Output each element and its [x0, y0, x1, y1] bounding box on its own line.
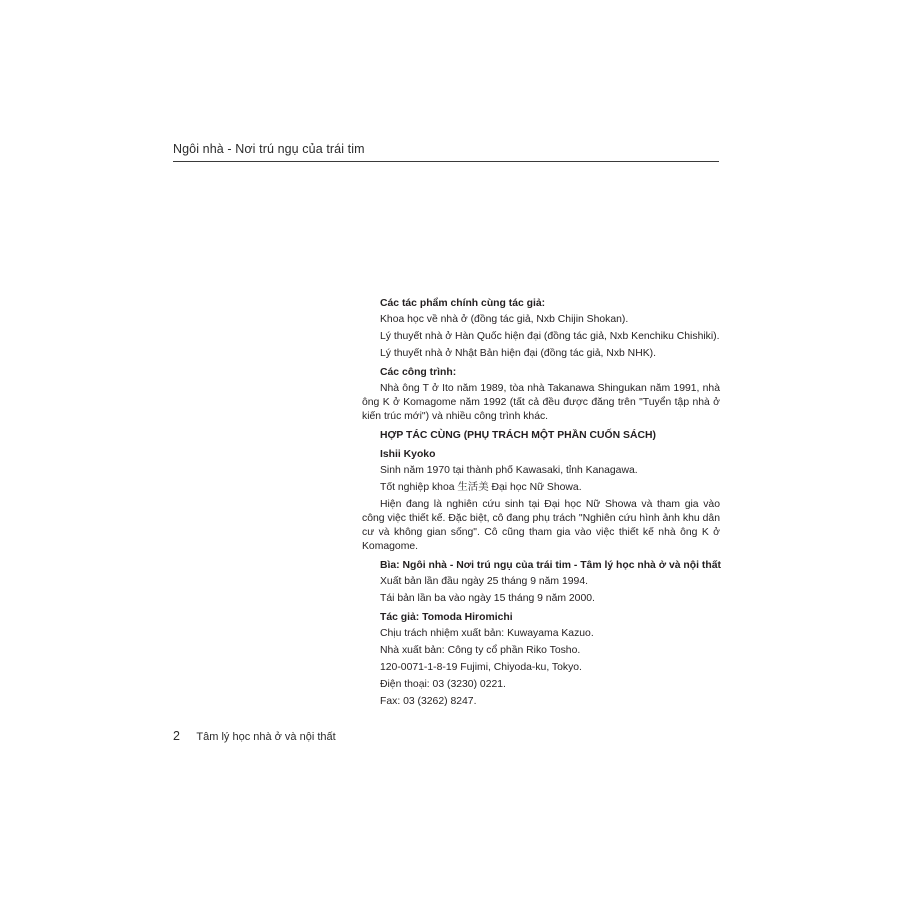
- author-line: Chịu trách nhiệm xuất bản: Kuwayama Kazuo.: [380, 628, 594, 639]
- collaborator-text: Hiện đang là nghiên cứu sinh tại Đại học Nữ Showa và tham gia vào công việc thiết kế. Đặc biệt, cô đang phụ trách "Nghiên cứu hình ảnh khu dân cư và không gian sống". Cô cũng tham gia vào việc thiết kế nhà ông K ở Komagome.: [362, 499, 720, 552]
- collaborator-line: Sinh năm 1970 tại thành phố Kawasaki, tỉnh Kanagawa.: [380, 465, 638, 476]
- cover-line: Tái bản lần ba vào ngày 15 tháng 9 năm 2000.: [380, 593, 595, 604]
- page-footer: [173, 727, 336, 745]
- author-line: Nhà xuất bản: Công ty cổ phần Riko Tosho.: [380, 645, 581, 656]
- footer-title: Tâm lý học nhà ở và nội thất: [196, 731, 336, 743]
- works-item: Khoa học về nhà ở (đồng tác giả, Nxb Chijin Shokan).: [380, 314, 629, 325]
- running-header-title: Ngôi nhà - Nơi trú ngụ của trái tim: [173, 142, 365, 156]
- page-number: 2: [173, 729, 180, 743]
- author-line: 120-0071-1-8-19 Fujimi, Chiyoda-ku, Tokyo.: [380, 662, 582, 673]
- works-heading: Các tác phẩm chính cùng tác giả:: [380, 298, 546, 309]
- projects-text: Nhà ông T ở Ito năm 1989, tòa nhà Takanawa Shingukan năm 1991, nhà ông K ở Komagome năm 1992 (tất cả đều được đăng trên "Tuyển tập nhà ở kiến trúc mới") và nhiều công trình khác.: [362, 383, 720, 422]
- cover-heading: Bìa: Ngôi nhà - Nơi trú ngụ của trái tim - Tâm lý học nhà ở và nội thất: [380, 560, 721, 571]
- works-item: Lý thuyết nhà ở Nhật Bản hiện đại (đồng tác giả, Nxb NHK).: [380, 348, 656, 359]
- author-line: Fax: 03 (3262) 8247.: [380, 696, 477, 707]
- colophon-content: [362, 297, 720, 712]
- cover-line: Xuất bản lần đầu ngày 25 tháng 9 năm 1994.: [380, 576, 588, 587]
- collaborator-name: Ishii Kyoko: [380, 449, 436, 460]
- author-line: Điện thoại: 03 (3230) 0221.: [380, 679, 506, 690]
- works-item: Lý thuyết nhà ở Hàn Quốc hiện đại (đồng tác giả, Nxb Kenchiku Chishiki).: [380, 331, 720, 342]
- collaborator-line: Tốt nghiệp khoa 生活美 Đại học Nữ Showa.: [380, 482, 582, 493]
- collaborator-heading: HỢP TÁC CÙNG (PHỤ TRÁCH MỘT PHẦN CUỐN SÁCH): [380, 430, 656, 441]
- projects-heading: Các công trình:: [380, 367, 457, 378]
- author-heading: Tác giả: Tomoda Hiromichi: [380, 612, 513, 623]
- running-header: [173, 141, 719, 162]
